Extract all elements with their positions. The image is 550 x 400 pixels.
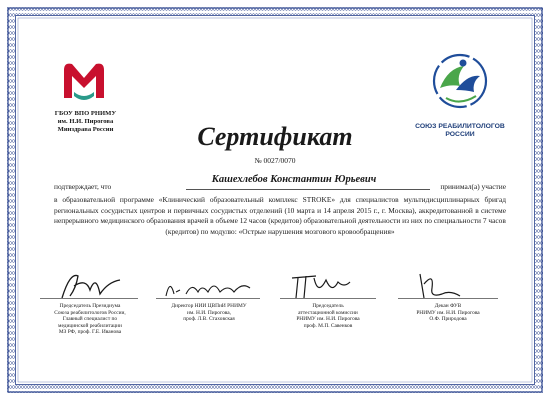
body-paragraph: в образовательной программе «Клинический образовательный комплекс STROKE» для специалистов мультидисциплинарных бригад региональных сосудистых центров и первичных сосудистых отделений (10 марта и 14 апреля 2015 г., г. Москва), аккредитованной в системе непрерывного медицинского образования врачей в объеме 12 часов (кредитов) образовательной деятельности из них по специальности 7 часов: [54, 195, 506, 226]
certificate-title: Сертификат: [197, 122, 353, 151]
confirms-label: подтверждает, что: [54, 182, 112, 191]
caption-line: аттестационной комиссии: [298, 309, 358, 316]
caption-line: им. Н.И. Пирогова,: [187, 309, 231, 316]
caption-line: МЗ РФ, проф. Г.Е. Иванова: [58, 329, 122, 336]
caption-line: О.Ф. Природова: [429, 316, 467, 323]
caption-line: Директор НИИ ЦВПиИ РНИМУ: [171, 303, 247, 309]
certificate-body: [54, 195, 506, 237]
signature-line: [156, 298, 260, 299]
signature-line: [398, 298, 498, 299]
signatory-caption-3: [276, 303, 380, 329]
caption-line: Председатель Президиума: [59, 303, 121, 309]
signature-4: [410, 268, 470, 302]
signature-3: [286, 268, 356, 302]
left-organization: [28, 110, 143, 134]
caption-line: проф. Л.В. Стаховская: [183, 316, 235, 323]
caption-line: Союза реабилитологов России,: [54, 309, 126, 316]
left-org-line: им. Н.И. Пирогова: [57, 118, 114, 125]
participated-label: принимал(а) участие: [440, 182, 506, 191]
body-last-line: (кредитов) по модулю: «Острые нарушения мозгового кровообращения»: [165, 226, 395, 236]
rnimu-logo-icon: [60, 58, 108, 104]
recipient-name: Кашехлебов Константин Юрьевич: [211, 174, 377, 185]
right-organization: [404, 123, 516, 140]
rehabilitologists-union-logo-icon: [426, 50, 494, 112]
signature-2: [162, 268, 254, 302]
signature-line: [40, 298, 138, 299]
left-org-line: ГБОУ ВПО РНИМУ: [54, 110, 117, 117]
caption-line: Главный специалист по: [62, 316, 118, 323]
signature-1: [56, 268, 126, 302]
caption-line: Декан ФУВ: [434, 303, 462, 309]
caption-line: Председатель: [312, 303, 344, 309]
caption-line: медицинской реабилитации: [58, 322, 122, 329]
signature-line: [280, 298, 376, 299]
signatory-caption-2: [152, 303, 266, 323]
right-org-line: РОССИИ: [445, 131, 475, 139]
signatory-caption-4: [394, 303, 502, 323]
caption-line: РНИМУ им. Н.И. Пирогова: [296, 316, 360, 323]
caption-line: РНИМУ им. Н.И. Пирогова: [416, 309, 480, 316]
left-org-line: Минздрава России: [57, 126, 114, 133]
caption-line: проф. М.П. Савенков: [303, 322, 353, 329]
name-underline: [186, 189, 430, 190]
signatory-caption-1: [34, 303, 146, 336]
certificate-number: № 0027/0070: [254, 156, 296, 165]
recipient-line: [54, 176, 506, 192]
right-org-line: СОЮЗ РЕАБИЛИТОЛОГОВ: [415, 123, 505, 130]
